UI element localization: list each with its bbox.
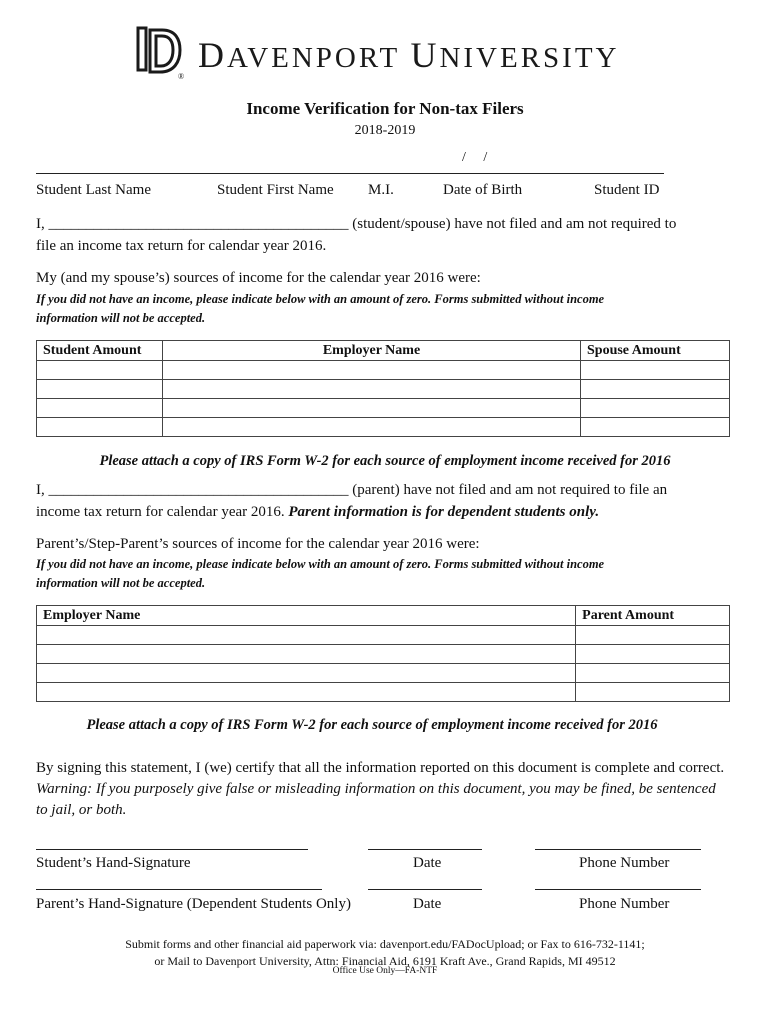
student-phone-label: Phone Number	[579, 855, 670, 871]
parent-note-line1: If you did not have an income, please indicate below with an amount of zero. Forms submitted without income	[36, 557, 605, 571]
student-statement-line1: I, ________________________________________ (student/spouse) have not filed and am not required to	[36, 216, 677, 232]
parent-dependent-note: Parent information is for dependent students only.	[288, 504, 600, 520]
warning-line1: Warning: If you purposely give false or misleading information on this document, you may be fined, be sentenced	[36, 781, 716, 797]
form-title: Income Verification for Non-tax Filers	[246, 99, 524, 118]
table-header-row	[37, 606, 730, 626]
table-header-row	[37, 341, 730, 361]
col-parent-amount: Parent Amount	[576, 606, 730, 626]
employer-name-cell[interactable]	[37, 664, 576, 683]
student-amount-cell[interactable]	[37, 380, 163, 399]
col-employer-name: Employer Name	[37, 606, 576, 626]
student-income-table	[36, 340, 730, 437]
student-last-name-label: Student Last Name	[36, 182, 151, 198]
footer-line1: Submit forms and other financial aid paperwork via: davenport.edu/FADocUpload; or Fax to 616-732-1141;	[125, 937, 645, 951]
parent-attach-note: Please attach a copy of IRS Form W-2 for each source of employment income received for 2016	[86, 717, 658, 733]
student-statement	[36, 214, 746, 257]
parent-date-line[interactable]	[368, 889, 482, 890]
dob-label: Date of Birth	[443, 182, 523, 198]
employer-name-cell[interactable]	[37, 626, 576, 645]
table-row	[37, 361, 730, 380]
spouse-amount-cell[interactable]	[581, 399, 730, 418]
student-date-line[interactable]	[368, 849, 482, 850]
parent-amount-cell[interactable]	[576, 626, 730, 645]
student-phone-line[interactable]	[535, 849, 701, 850]
table-row	[37, 418, 730, 437]
footer-line2: or Mail to Davenport University, Attn: Financial Aid, 6191 Kraft Ave., Grand Rapids, MI 49512	[154, 954, 616, 968]
student-info-line[interactable]	[36, 173, 664, 174]
parent-amount-cell[interactable]	[576, 664, 730, 683]
parent-income-note	[36, 555, 746, 593]
student-income-note	[36, 290, 746, 328]
registered-mark: ®	[178, 72, 185, 81]
parent-phone-label: Phone Number	[579, 896, 670, 912]
employer-name-cell[interactable]	[163, 399, 581, 418]
office-use-label: Office Use Only—FA-NTF	[332, 966, 438, 976]
parent-income-table	[36, 605, 730, 702]
mi-label: M.I.	[368, 182, 394, 198]
col-student-amount: Student Amount	[37, 341, 163, 361]
student-sources-heading: My (and my spouse’s) sources of income for the calendar year 2016 were:	[36, 270, 481, 286]
parent-amount-cell[interactable]	[576, 645, 730, 664]
employer-name-cell[interactable]	[163, 380, 581, 399]
table-row	[37, 664, 730, 683]
employer-name-cell[interactable]	[163, 418, 581, 437]
warning-line2: to jail, or both.	[36, 802, 127, 818]
dob-slashes: / /	[462, 150, 488, 165]
student-amount-cell[interactable]	[37, 399, 163, 418]
table-row	[37, 645, 730, 664]
university-logo	[136, 26, 636, 86]
table-row	[37, 683, 730, 702]
spouse-amount-cell[interactable]	[581, 380, 730, 399]
parent-statement-line2: income tax return for calendar year 2016. Parent information is for dependent students only.	[36, 504, 600, 520]
parent-signature-line[interactable]	[36, 889, 322, 890]
student-statement-line2: file an income tax return for calendar year 2016.	[36, 238, 327, 254]
student-note-line1: If you did not have an income, please indicate below with an amount of zero. Forms submitted without income	[36, 292, 605, 306]
parent-signature-label: Parent’s Hand-Signature (Dependent Students Only)	[36, 896, 351, 912]
table-row	[37, 626, 730, 645]
col-employer-name: Employer Name	[163, 341, 581, 361]
parent-note-line2: information will not be accepted.	[36, 576, 206, 590]
employer-name-cell[interactable]	[163, 361, 581, 380]
table-row	[37, 399, 730, 418]
davenport-shield-icon	[136, 26, 182, 76]
certification-block	[36, 758, 756, 821]
student-attach-note: Please attach a copy of IRS Form W-2 for each source of employment income received for 2016	[99, 453, 671, 469]
parent-sources-heading: Parent’s/Step-Parent’s sources of income for the calendar year 2016 were:	[36, 536, 480, 552]
student-signature-label: Student’s Hand-Signature	[36, 855, 191, 871]
student-first-name-label: Student First Name	[217, 182, 334, 198]
parent-amount-cell[interactable]	[576, 683, 730, 702]
employer-name-cell[interactable]	[37, 683, 576, 702]
spouse-amount-cell[interactable]	[581, 361, 730, 380]
student-signature-line[interactable]	[36, 849, 308, 850]
parent-phone-line[interactable]	[535, 889, 701, 890]
col-spouse-amount: Spouse Amount	[581, 341, 730, 361]
student-amount-cell[interactable]	[37, 361, 163, 380]
award-year: 2018-2019	[354, 123, 416, 138]
submission-instructions	[0, 936, 770, 970]
certification-statement: By signing this statement, I (we) certify that all the information reported on this document is complete and correct.	[36, 760, 725, 776]
spouse-amount-cell[interactable]	[581, 418, 730, 437]
table-row	[37, 380, 730, 399]
parent-statement	[36, 480, 746, 523]
student-amount-cell[interactable]	[37, 418, 163, 437]
student-note-line2: information will not be accepted.	[36, 311, 206, 325]
student-date-label: Date	[413, 855, 442, 871]
parent-date-label: Date	[413, 896, 442, 912]
parent-statement-line1: I, ________________________________________ (parent) have not filed and am not required to file an	[36, 482, 668, 498]
university-wordmark: DAVENPORT UNIVERSITY	[198, 35, 620, 75]
employer-name-cell[interactable]	[37, 645, 576, 664]
student-id-label: Student ID	[594, 182, 660, 198]
